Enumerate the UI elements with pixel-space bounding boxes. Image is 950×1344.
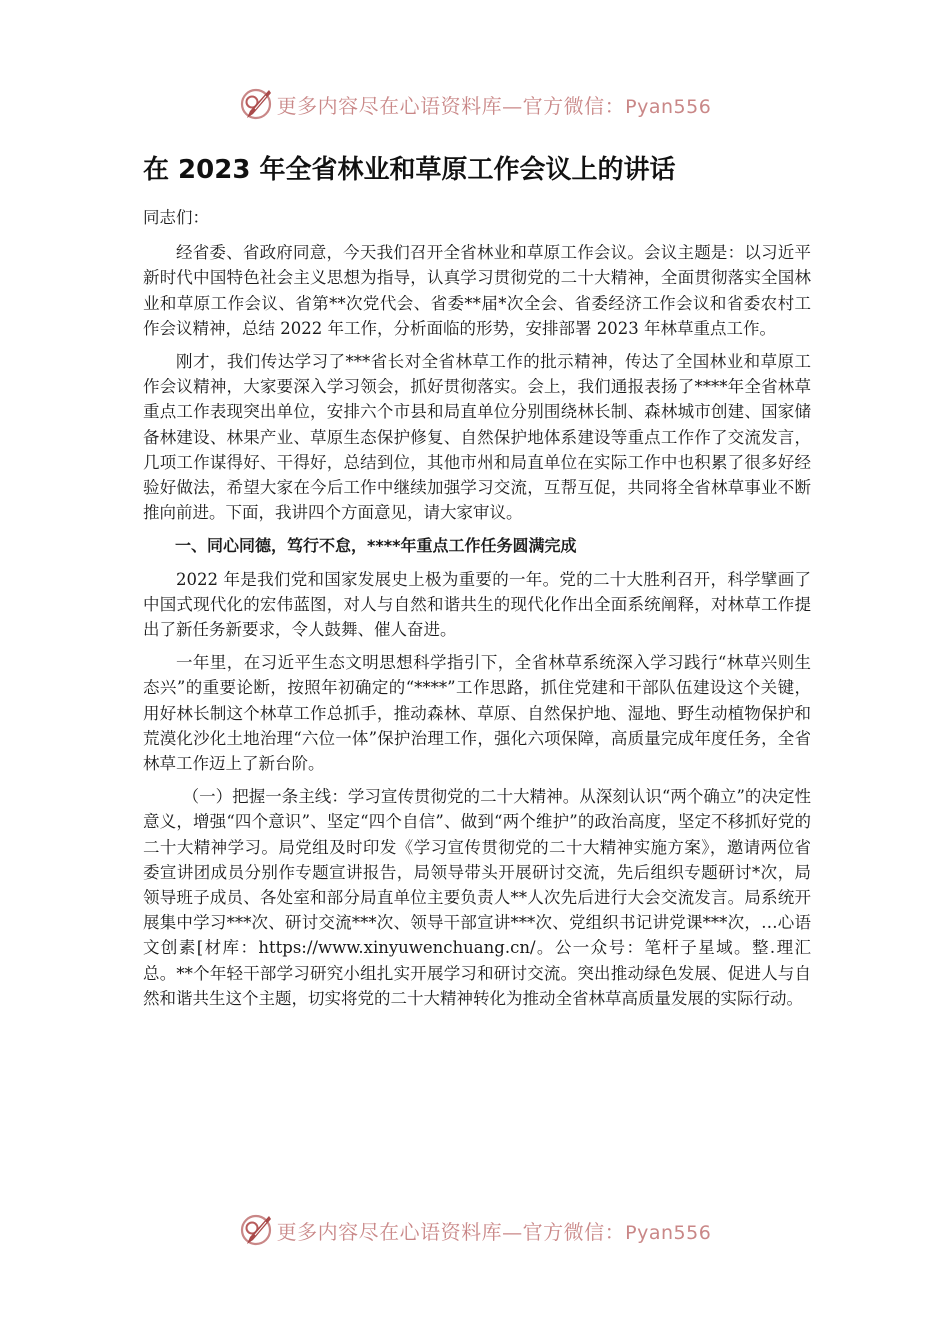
section-heading: 一、同心同德，笃行不怠，****年重点工作任务圆满完成 (175, 536, 577, 556)
quill-pen-icon (239, 1213, 273, 1247)
footer-banner (0, 1210, 950, 1250)
document-title: 在 2023 年全省林业和草原工作会议上的讲话 (143, 155, 676, 185)
paragraph: 一年里，在习近平生态文明思想科学指引下，全省林草系统深入学习践行“林草兴则生态兴”的重要论断，按照年初确定的“****”工作思路，抓住党建和干部队伍建设这个关键，用好林长制这个林草工作总抓手，推动森林、草原、自然保护地、湿地、野生动植物保护和荒漠化沙化土地治理“六位一体”保护治理工作，强化六项保障，高质量完成年度任务，全省林草工作迈上了新台阶。 (143, 653, 811, 774)
paragraph: 刚才，我们传达学习了***省长对全省林草工作的批示精神，传达了全国林业和草原工作会议精神，大家要深入学习领会，抓好贯彻落实。会上，我们通报表扬了****年全省林草重点工作表现突出单位，安排六个市县和局直单位分别围绕林长制、森林城市创建、国家储备林建设、林果产业、草原生态保护修复、自然保护地体系建设等重点工作作了交流发言，几项工作谋得好、干得好，总结到位，其他市州和局直单位在实际工作中也积累了很多好经验好做法，希望大家在今后工作中继续加强学习交流，互帮互促，共同将全省林草事业不断推向前进。下面，我讲四个方面意见，请大家审议。 (143, 352, 811, 523)
banner-text: 更多内容尽在心语资料库—官方微信：Pyan556 (276, 93, 712, 118)
quill-pen-icon (239, 87, 273, 121)
paragraph: （一）把握一条主线：学习宣传贯彻党的二十大精神。从深刻认识“两个确立”的决定性意义，增强“四个意识”、坚定“四个自信”、做到“两个维护”的政治高度，坚定不移抓好党的二十大精神学习。局党组及时印发《学习宣传贯彻党的二十大精神实施方案》，邀请两位省委宣讲团成员分别作专题宣讲报告，局领导带头开展研讨交流，先后组织专题研讨*次，局领导班子成员、各处室和部分局直单位主要负责人**人次先后进行大会交流发言。局系统开展集中学习***次、研讨交流***次、领导干部宣讲***次、党组织书记讲党课***次，…心语文创素[材库：https://www.xinyuwenchuang.cn/。公一众号：笔杆子星域。整.理汇总。**个年轻干部学习研究小组扎实开展学习和研讨交流。突出推动绿色发展、促进人与自然和谐共生这个主题，切实将党的二十大精神转化为推动全省林草高质量发展的实际行动。 (143, 787, 811, 1008)
paragraph: 2022 年是我们党和国家发展史上极为重要的一年。党的二十大胜利召开，科学擘画了中国式现代化的宏伟蓝图，对人与自然和谐共生的现代化作出全面系统阐释，对林草工作提出了新任务新要求，令人鼓舞、催人奋进。 (143, 569, 811, 640)
paragraph: 经省委、省政府同意，今天我们召开全省林业和草原工作会议。会议主题是：以习近平新时代中国特色社会主义思想为指导，认真学习贯彻党的二十大精神，全面贯彻落实全国林业和草原工作会议、省第**次党代会、省委**届*次全会、省委经济工作会议和省委农村工作会议精神，总结 2022 年工作，分析面临的形势，安排部署 2023 年林草重点工作。 (143, 243, 811, 338)
salutation: 同志们： (143, 208, 209, 227)
document-body (143, 205, 811, 1019)
banner-text: 更多内容尽在心语资料库—官方微信：Pyan556 (276, 1219, 712, 1244)
header-banner (0, 84, 950, 124)
